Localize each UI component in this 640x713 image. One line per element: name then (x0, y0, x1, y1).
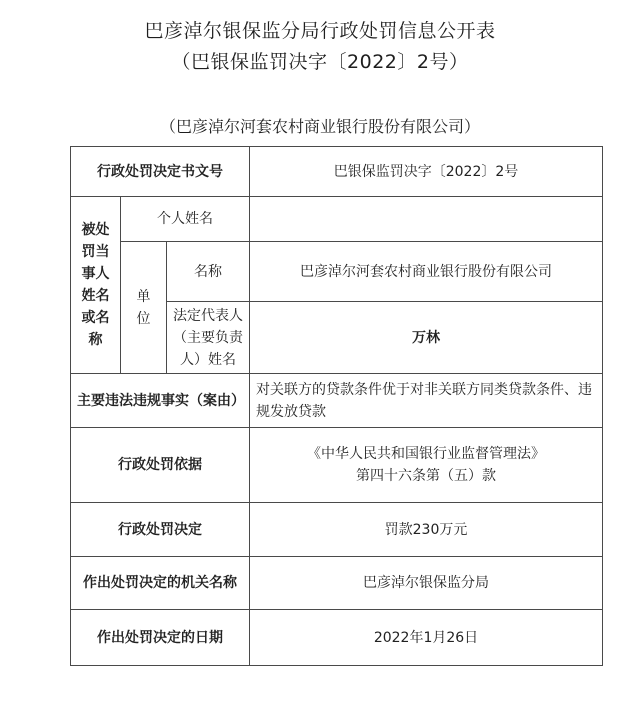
unit-name-value: 巴彦淖尔河套农村商业银行股份有限公司 (250, 242, 603, 302)
legal-rep-label-line: 法定代表人 (173, 307, 243, 324)
table-row (71, 503, 603, 557)
decision-doc-value: 巴银保监罚决字〔2022〕2号 (250, 147, 603, 197)
party-label-line: 或名 (81, 310, 110, 326)
date-label: 作出处罚决定的日期 (71, 610, 250, 666)
decision-label: 行政处罚决定 (71, 503, 250, 557)
legal-rep-label-line: （主要负责 (173, 329, 243, 346)
table-row (71, 557, 603, 610)
table-row (71, 374, 603, 428)
party-label-line: 姓名 (81, 288, 110, 304)
unit-name-label: 名称 (167, 242, 250, 302)
decision-doc-label: 行政处罚决定书文号 (71, 147, 250, 197)
violation-label: 主要违法违规事实（案由） (71, 374, 250, 428)
party-heading: （巴彦淖尔河套农村商业银行股份有限公司） (159, 117, 480, 136)
penalty-info-table (70, 146, 603, 666)
page-title: 巴彦淖尔银保监分局行政处罚信息公开表 (144, 20, 496, 42)
decision-value: 罚款230万元 (250, 503, 603, 557)
basis-value-line: 《中华人民共和国银行业监督管理法》 (307, 446, 546, 462)
unit-label (121, 242, 167, 374)
basis-label: 行政处罚依据 (71, 428, 250, 503)
violation-value: 对关联方的贷款条件优于对非关联方同类贷款条件、违规发放贷款 (250, 374, 603, 428)
table-row (71, 147, 603, 197)
individual-name-value (250, 197, 603, 242)
legal-rep-label (167, 302, 250, 374)
party-label-line: 称 (88, 332, 103, 348)
party-label (71, 197, 121, 374)
basis-value-line: 第四十六条第（五）款 (356, 468, 497, 484)
unit-label-line: 单 (136, 288, 151, 305)
party-label-line: 事人 (81, 266, 110, 282)
authority-label: 作出处罚决定的机关名称 (71, 557, 250, 610)
table-row (71, 242, 603, 302)
party-label-line: 罚当 (81, 244, 110, 260)
legal-rep-label-line: 人）姓名 (180, 351, 236, 368)
individual-name-label: 个人姓名 (121, 197, 250, 242)
table-row (71, 428, 603, 503)
table-row (71, 610, 603, 666)
document-number-heading: （巴银保监罚决字〔2022〕2号） (171, 51, 469, 73)
basis-value (250, 428, 603, 503)
legal-rep-value: 万林 (250, 302, 603, 374)
table-row (71, 197, 603, 242)
unit-label-line: 位 (136, 310, 151, 327)
party-label-line: 被处 (81, 222, 110, 238)
date-value: 2022年1月26日 (250, 610, 603, 666)
authority-value: 巴彦淖尔银保监分局 (250, 557, 603, 610)
